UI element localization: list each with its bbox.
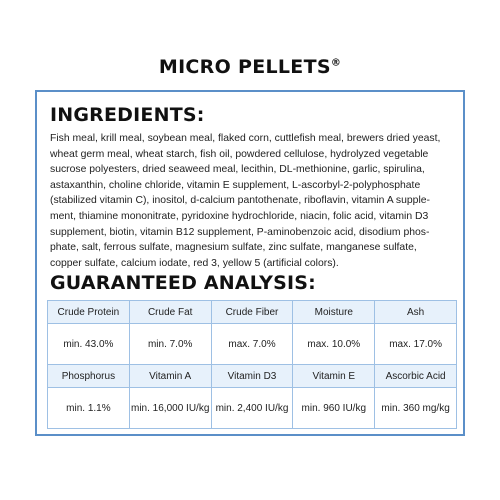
analysis-header-row <box>48 365 457 388</box>
analysis-value-cell: min. 7.0% <box>129 324 211 365</box>
analysis-value-cell: max. 10.0% <box>293 324 375 365</box>
analysis-header-cell: Ascorbic Acid <box>375 365 457 388</box>
ingredients-line: wheat germ meal, wheat starch, fish oil, powdered cellulose, hydrolyzed vegetable <box>50 148 429 160</box>
analysis-header-cell: Phosphorus <box>48 365 130 388</box>
product-title-text: MICRO PELLETS <box>158 56 331 78</box>
label-panel <box>35 90 465 436</box>
ingredients-line: sucrose polyesters, dried seaweed meal, lecithin, DL-methionine, garlic, spirulina, <box>50 164 425 176</box>
analysis-header-cell: Crude Protein <box>48 301 130 324</box>
ingredients-line: (stabilized vitamin C), inositol, d-calcium pantothenate, riboflavin, vitamin A supple- <box>50 195 431 207</box>
analysis-value-cell: min. 16,000 IU/kg <box>129 388 211 429</box>
analysis-value-cell: min. 43.0% <box>48 324 130 365</box>
analysis-heading: GUARANTEED ANALYSIS: <box>50 272 316 294</box>
analysis-header-row <box>48 301 457 324</box>
analysis-value-row <box>48 388 457 429</box>
analysis-value-cell: min. 960 IU/kg <box>293 388 375 429</box>
registered-mark: ® <box>330 57 342 69</box>
product-title <box>0 56 500 78</box>
analysis-header-cell: Vitamin D3 <box>211 365 293 388</box>
analysis-header-cell: Crude Fat <box>129 301 211 324</box>
ingredients-text <box>50 131 454 271</box>
analysis-header-cell: Moisture <box>293 301 375 324</box>
ingredients-line: supplement, biotin, vitamin B12 supplement, P-aminobenzoic acid, disodium phos- <box>50 226 430 238</box>
analysis-value-cell: min. 2,400 IU/kg <box>211 388 293 429</box>
analysis-header-cell: Ash <box>375 301 457 324</box>
analysis-value-row <box>48 324 457 365</box>
analysis-value-cell: min. 1.1% <box>48 388 130 429</box>
analysis-value-cell: max. 17.0% <box>375 324 457 365</box>
ingredients-line: ment, thiamine mononitrate, pyridoxine hydrochloride, niacin, folic acid, vitamin D3 <box>50 210 429 222</box>
analysis-header-cell: Vitamin E <box>293 365 375 388</box>
ingredients-line: astaxanthin, choline chloride, vitamin E supplement, L-ascorbyl-2-polyphosphate <box>50 179 421 191</box>
ingredients-line: copper sulfate, calcium iodate, red 3, yellow 5 (artificial colors). <box>50 257 339 269</box>
analysis-value-cell: max. 7.0% <box>211 324 293 365</box>
analysis-value-cell: min. 360 mg/kg <box>375 388 457 429</box>
ingredients-line: Fish meal, krill meal, soybean meal, flaked corn, cuttlefish meal, brewers dried yeast, <box>50 133 441 144</box>
analysis-header-cell: Crude Fiber <box>211 301 293 324</box>
ingredients-heading: INGREDIENTS: <box>50 104 205 126</box>
ingredients-line: phate, salt, ferrous sulfate, magnesium sulfate, zinc sulfate, manganese sulfate, <box>50 242 417 254</box>
analysis-table <box>47 300 457 429</box>
analysis-header-cell: Vitamin A <box>129 365 211 388</box>
